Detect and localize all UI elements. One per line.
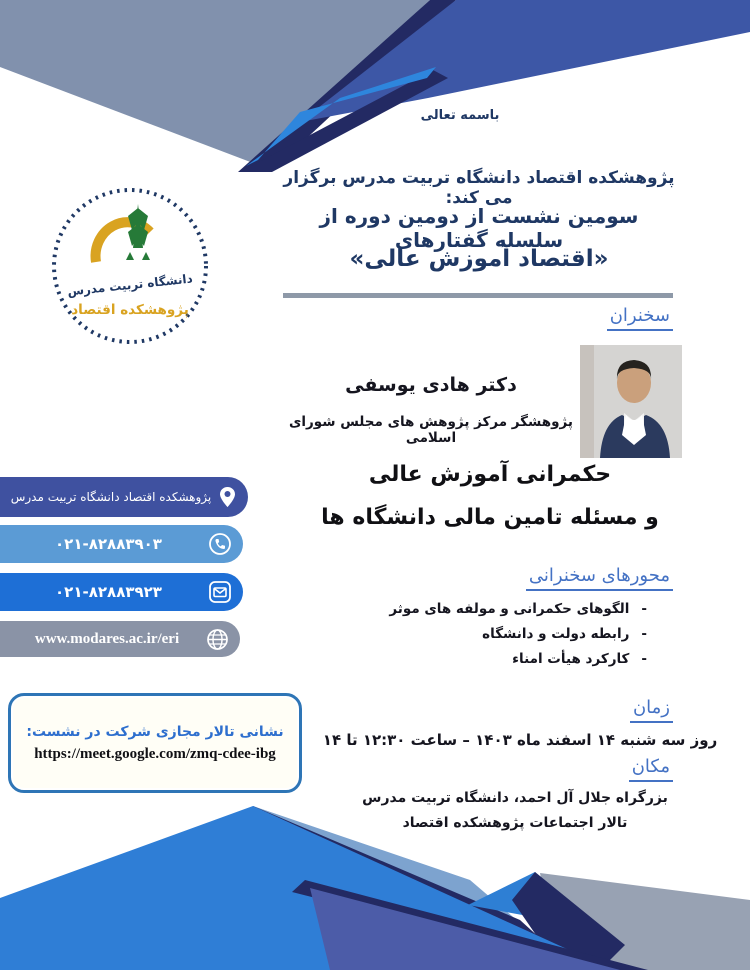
organizer-line: پژوهشکده اقتصاد دانشگاه تربیت مدرس برگزار می کند: <box>283 168 675 208</box>
time-section-label: زمان <box>630 697 673 723</box>
place-address-line1: بزرگراه جلال آل احمد، دانشگاه تربیت مدرس <box>362 790 668 806</box>
virtual-meeting-link[interactable]: https://meet.google.com/zmq-cdee-ibg <box>34 745 276 762</box>
virtual-meeting-box <box>8 693 302 793</box>
series-line: سومین نشست از دومین دوره از سلسله گفتارهای <box>319 204 639 252</box>
bismillah-text: باسمه تعالی <box>420 108 500 123</box>
topic-text: کارکرد هیأت امناء <box>512 651 630 667</box>
contact-website-url[interactable]: www.modares.ac.ir/eri <box>34 630 180 647</box>
virtual-meeting-label: نشانی تالار مجازی شرکت در نشست: <box>26 723 284 740</box>
speaker-affiliation: پژوهشگر مرکز پژوهش های مجلس شورای اسلامی <box>288 414 573 446</box>
speaker-name: دکتر هادی یوسفی <box>345 374 517 396</box>
time-section <box>283 697 673 723</box>
phone-icon <box>209 533 231 555</box>
topic-text: رابطه دولت و دانشگاه <box>482 626 630 642</box>
topic-text: الگوهای حکمرانی و مولفه های موثر <box>389 601 630 617</box>
speaker-photo <box>580 345 682 458</box>
separator-line <box>283 293 673 298</box>
contact-pill-phone <box>0 525 243 563</box>
bullet-dash: - <box>641 626 647 642</box>
bullet-dash: - <box>641 601 647 617</box>
place-section <box>283 756 673 782</box>
globe-icon <box>207 629 228 650</box>
logo-emblem-icon <box>50 186 210 346</box>
envelope-icon <box>209 581 231 603</box>
logo-university-name: دانشگاه تربیت مدرس <box>66 271 194 299</box>
time-value: روز سه شنبه ۱۴ اسفند ماه ۱۴۰۳ – ساعت ۱۲:۳۰ تا ۱۴ <box>322 731 718 749</box>
location-pin-icon <box>219 486 236 508</box>
speaker-portrait-icon <box>580 345 682 458</box>
speaker-section <box>283 305 673 331</box>
speaker-section-label: سخنران <box>607 305 673 331</box>
top-geometric-decoration <box>0 0 750 172</box>
contact-pill-address <box>0 477 248 517</box>
talk-title-line2: و مسئله تامین مالی دانشگاه ها <box>321 505 659 530</box>
place-section-label: مکان <box>629 756 673 782</box>
contact-address-text: پژوهشکده اقتصاد دانشگاه تربیت مدرس <box>10 490 212 504</box>
topic-item <box>283 651 647 667</box>
series-title: «اقتصاد آموزش عالی» <box>349 246 609 272</box>
topic-item <box>283 626 647 642</box>
place-address-line2: تالار اجتماعات پژوهشکده اقتصاد <box>402 815 628 831</box>
topics-list <box>283 601 647 676</box>
contact-pill-fax <box>0 573 243 611</box>
contact-phone-number: ۰۲۱-۸۲۸۸۳۹۰۳ <box>55 535 162 553</box>
topics-section-label: محورهای سخنرانی <box>526 565 673 591</box>
topic-item <box>283 601 647 617</box>
logo-institute-name: پژوهشکده اقتصاد <box>71 302 189 318</box>
contact-fax-number: ۰۲۱-۸۲۸۸۳۹۲۳ <box>55 583 162 601</box>
institute-logo <box>50 186 210 346</box>
bullet-dash: - <box>641 651 647 667</box>
topics-section <box>283 565 673 591</box>
contact-pill-website[interactable] <box>0 621 240 657</box>
talk-title-line1: حکمرانی آموزش عالی <box>368 462 612 487</box>
